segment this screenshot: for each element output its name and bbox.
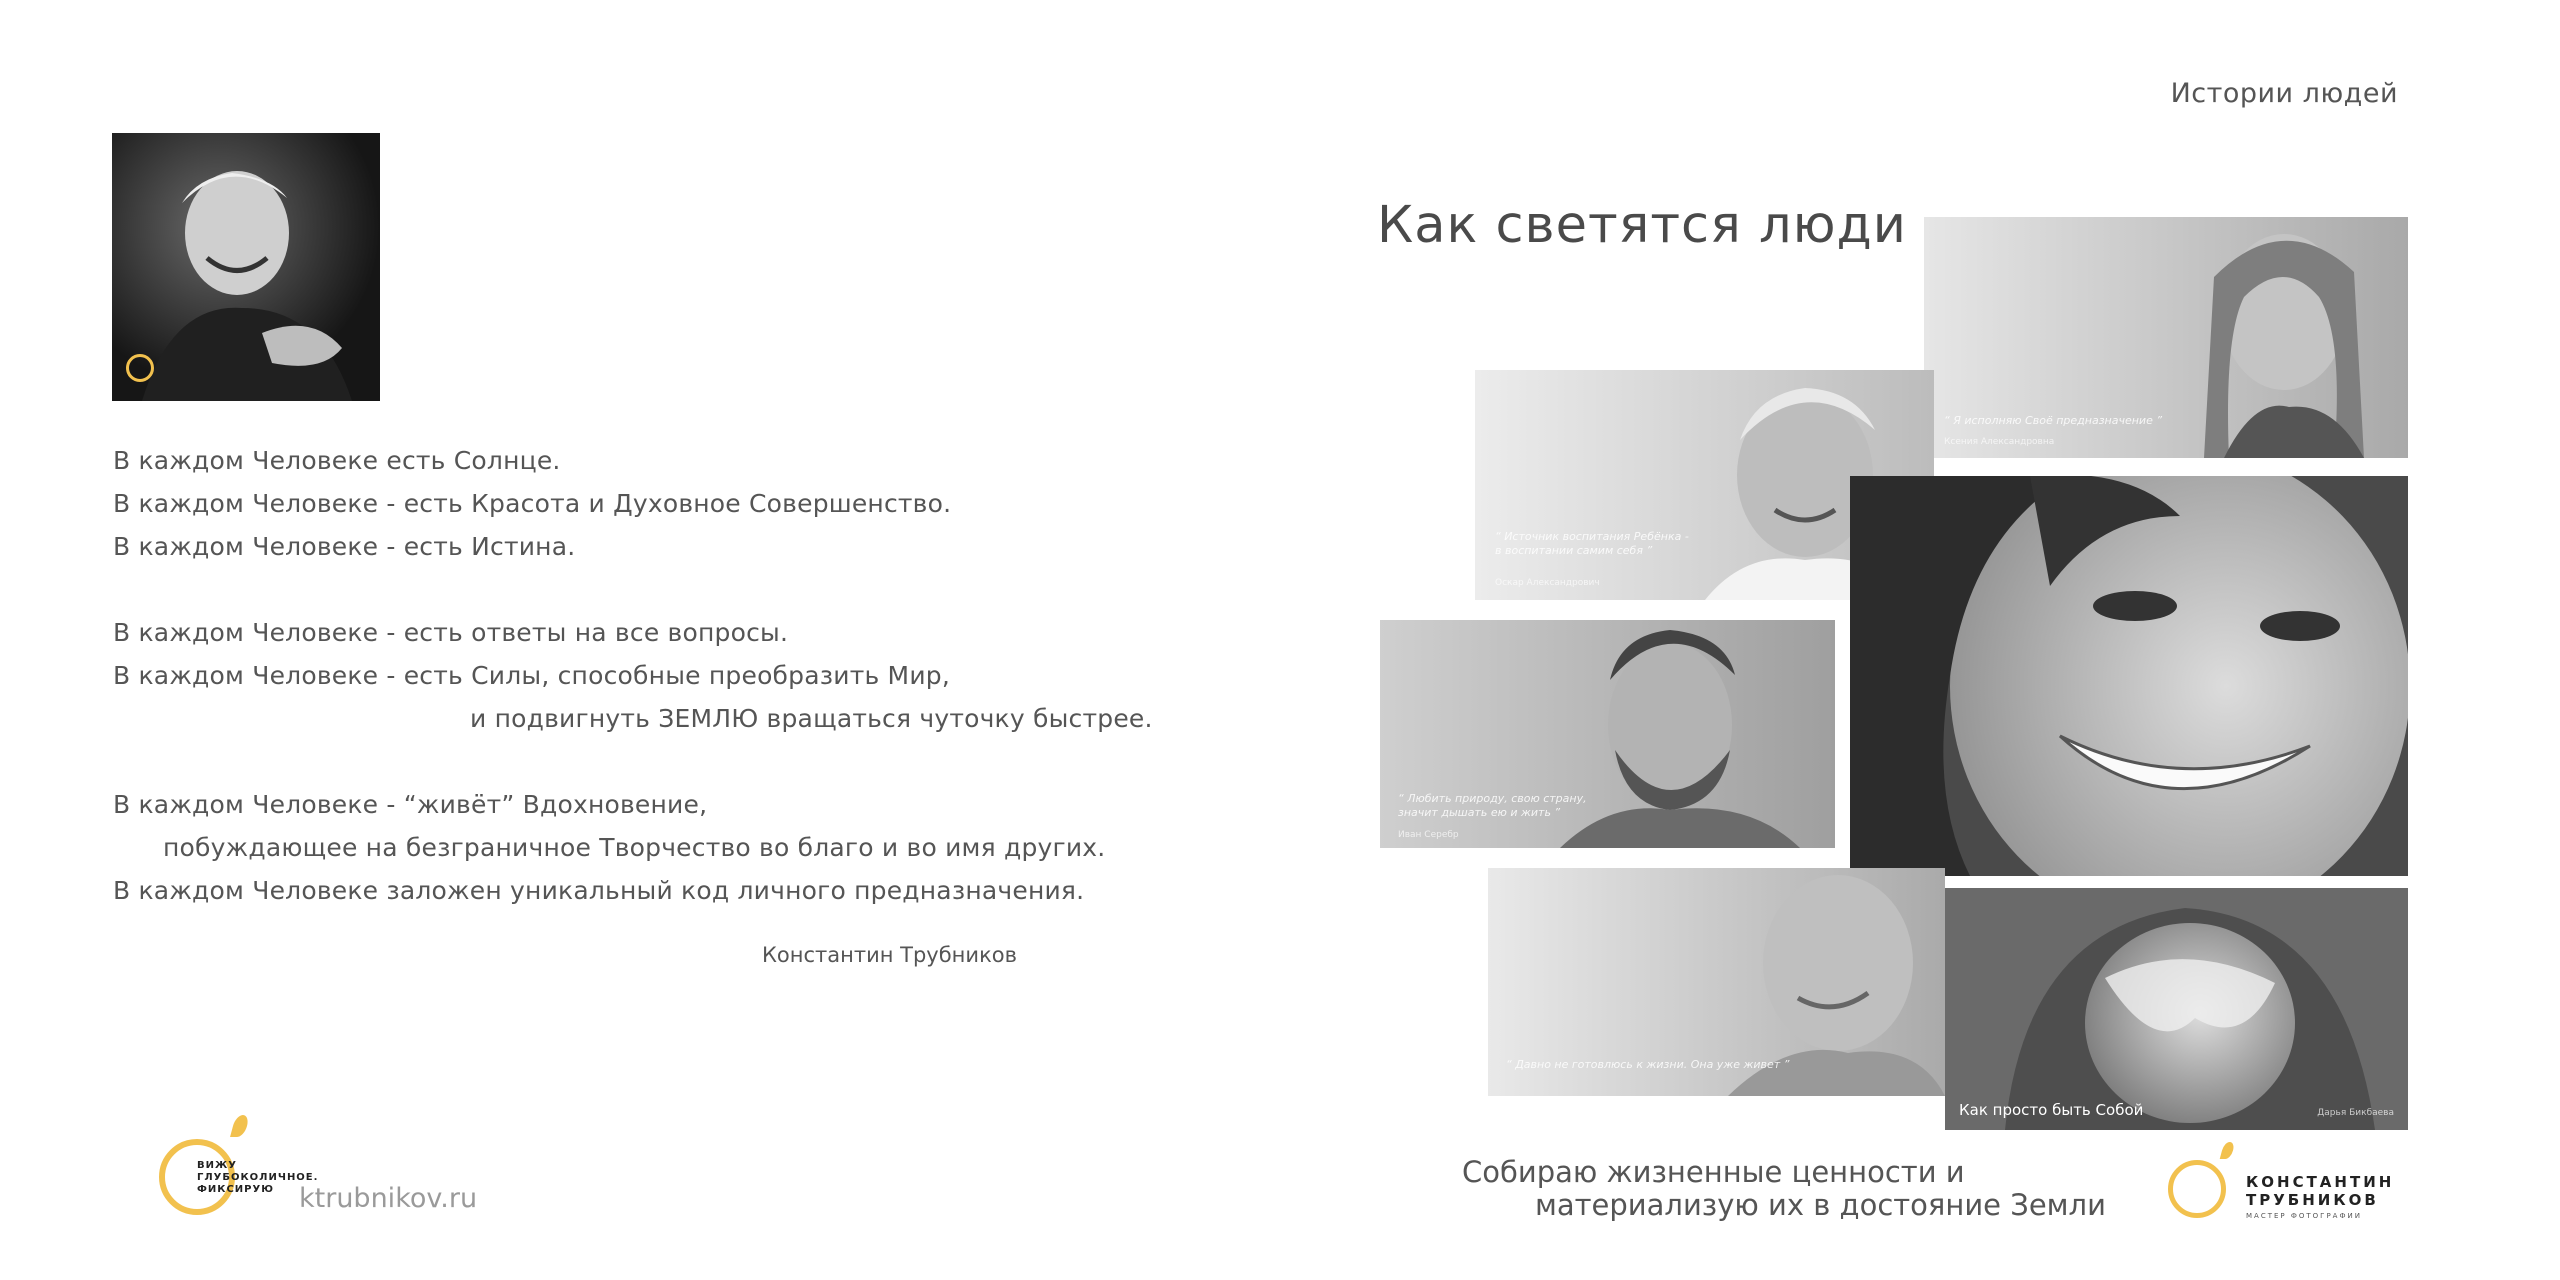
- photo-4-name: Иван Серебр: [1398, 830, 1459, 840]
- photo-1-quote: “ Я исполняю Своё предназначение ”: [1944, 414, 2163, 427]
- author-photo: [112, 133, 380, 401]
- poem-line-1: В каждом Человеке есть Солнце.: [113, 446, 561, 475]
- tagline-line-1: ВИЖУ: [197, 1160, 237, 1171]
- brand-subtitle: МАСТЕР ФОТОГРАФИИ: [2246, 1212, 2362, 1220]
- brand-circle-icon: [2168, 1160, 2226, 1218]
- poem-line-4: В каждом Человеке - есть ответы на все вопросы.: [113, 618, 789, 647]
- portrait-photo-1: [1924, 217, 2408, 458]
- website-link[interactable]: ktrubnikov.ru: [299, 1183, 478, 1214]
- photo-4-quote: “ Любить природу, свою страну, значит дышать ею и жить ”: [1398, 792, 1587, 819]
- photo-1-name: Ксения Александровна: [1944, 437, 2055, 447]
- portrait-photo-5: [1488, 868, 1945, 1096]
- poem-line-2: В каждом Человеке - есть Красота и Духовное Совершенство.: [113, 489, 952, 518]
- poem-line-3: В каждом Человеке - есть Истина.: [113, 532, 576, 561]
- tagline-line-3: ФИКСИРУЮ: [197, 1184, 274, 1195]
- footer-slogan-line-1: Собираю жизненные ценности и: [1462, 1155, 1965, 1189]
- photo-2-name: Оскар Александрович: [1495, 578, 1600, 588]
- photo-6-quote: Как просто быть Собой: [1959, 1101, 2144, 1119]
- book-title: Как светятся люди: [1377, 196, 1907, 255]
- portrait-photo-6: [1945, 888, 2408, 1130]
- poem-line-8: побуждающее на безграничное Творчество во благо и во имя других.: [163, 833, 1106, 862]
- portrait-photo-3: [1850, 476, 2408, 876]
- portrait-photo-4: [1380, 620, 1835, 848]
- poem-line-6: и подвигнуть ЗЕМЛЮ вращаться чуточку быстрее.: [470, 704, 1153, 733]
- brand-apostrophe-icon: [2220, 1142, 2236, 1159]
- section-title: Истории людей: [2170, 78, 2398, 109]
- footer-slogan-line-2: материализую их в достояние Земли: [1535, 1188, 2106, 1222]
- poem-line-7: В каждом Человеке - “живёт” Вдохновение,: [113, 790, 708, 819]
- brand-name-line-1: КОНСТАНТИН: [2246, 1173, 2395, 1191]
- tagline-line-2: ГЛУБОКОЛИЧНОЕ.: [197, 1172, 319, 1183]
- brand-logo-right: [2168, 1140, 2408, 1230]
- brand-name-line-2: ТРУБНИКОВ: [2246, 1191, 2379, 1209]
- logo-apostrophe-icon: [230, 1115, 250, 1137]
- poem-signature: Константин Трубников: [762, 943, 1017, 967]
- logo-mark-icon: [126, 354, 154, 382]
- poem-line-5: В каждом Человеке - есть Силы, способные преобразить Мир,: [113, 661, 950, 690]
- photo-5-quote: “ Давно не готовлюсь к жизни. Она уже живет ”: [1506, 1058, 1790, 1071]
- poem-line-9: В каждом Человеке заложен уникальный код личного предназначения.: [113, 876, 1085, 905]
- photo-6-name: Дарья Бикбаева: [2317, 1108, 2394, 1118]
- brand-logo-left[interactable]: [155, 1115, 515, 1225]
- photo-2-quote: “ Источник воспитания Ребёнка - в воспитании самим себя ”: [1495, 530, 1689, 557]
